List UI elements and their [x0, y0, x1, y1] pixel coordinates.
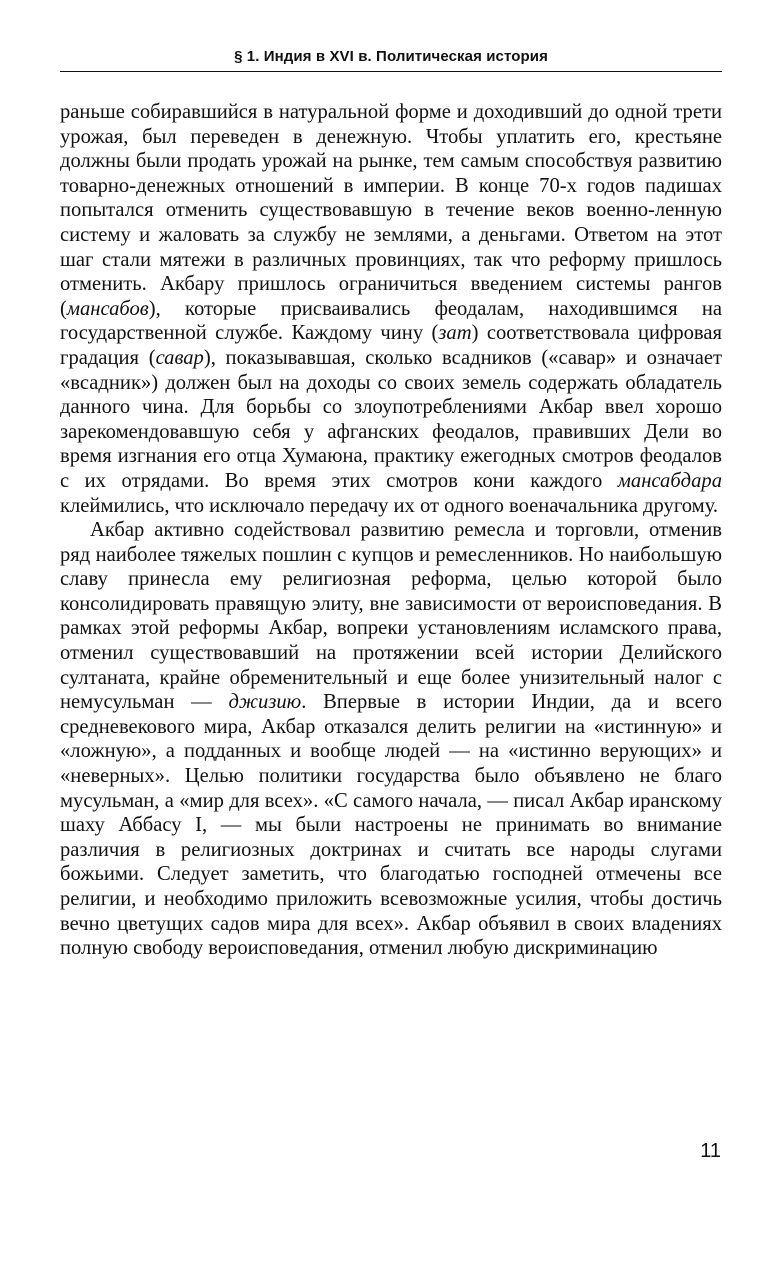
- term-zat: зат: [438, 322, 472, 345]
- text-run: ), показывавшая, сколько всадников («савар» и означает «всадник») должен был на доходы со своих земель содержать обладатель данного чина. Для борьбы со злоупотреблениями Акбар ввел хорошо зарекомендовавшую себя у афганских феодалов, правивших Дели во время изгнания его отца Хумаюна, практику ежегодных смотров феодалов с их отрядами. Во время этих смотров кони каждого: [60, 346, 722, 492]
- term-mansabdara: мансабдара: [617, 469, 722, 492]
- paragraph-1: [60, 100, 722, 518]
- text-run: клеймились, что исключало передачу их от одного военачальника другому.: [60, 494, 719, 517]
- body-text: [60, 100, 722, 961]
- paragraph-2: [60, 518, 722, 961]
- text-run: Акбар активно содействовал развитию ремесла и торговли, отменив ряд наиболее тяжелых пошлин с купцов и ремесленников. Но наибольшую славу принесла ему религиозная реформа, целью которой было консолидировать правящую элиту, вне зависимости от вероисповедания. В рамках этой реформы Акбар, вопреки установлениям исламского права, отменил существовавший на протяжении всей истории Делийского султаната, крайне обременительный и еще более унизительный налог с немусульман —: [60, 519, 722, 714]
- text-run: ), которые присваивались феодалам, находившимся на государственной службе. Каждому чину (: [60, 297, 722, 345]
- header-rule: [60, 71, 722, 72]
- text-run: раньше собиравшийся в натуральной форме и доходивший до одной трети урожая, был переведен в денежную. Чтобы уплатить его, крестьяне должны были продать урожай на рынке, тем самым способствуя развитию товарно-денежных отношений в империи. В конце 70-х годов падишах попытался отменить существовавшую в течение веков военно-ленную систему и жаловать за службу не землями, а деньгами. Ответом на этот шаг стали мятежи в различных провинциях, так что реформу пришлось отменить. Акбару пришлось ограничиться введением системы рангов (: [60, 101, 722, 320]
- term-savar: савар: [155, 346, 204, 369]
- term-mansabov: мансабов: [66, 297, 149, 320]
- text-run: ) соответствовала цифровая градация (: [60, 322, 722, 369]
- text-run: . Впервые в истории Индии, да и всего средневекового мира, Акбар отказался делить религии на «истинную» и «ложную», а подданных и вообще людей — на «истинно верующих» и «неверных». Целью политики государства было объявлено не благо мусульман, а «мир для всех». «С самого начала, — писал Акбар иранскому шаху Аббасу I, — мы были настроены не принимать во внимание различия в религиозных доктринах и считать все народы слугами божьими. Следует заметить, что благодатью господней отмечены все религии, и необходимо приложить всевозможные усилия, чтобы достичь вечно цветущих садов мира для всех». Акбар объявил в своих владениях полную свободу вероисповедания, отменил любую дискриминацию: [60, 691, 722, 960]
- page-number: 11: [700, 1140, 721, 1162]
- term-dzhiziyu: джизию: [228, 691, 302, 714]
- running-header: § 1. Индия в XVI в. Политическая история: [234, 48, 548, 65]
